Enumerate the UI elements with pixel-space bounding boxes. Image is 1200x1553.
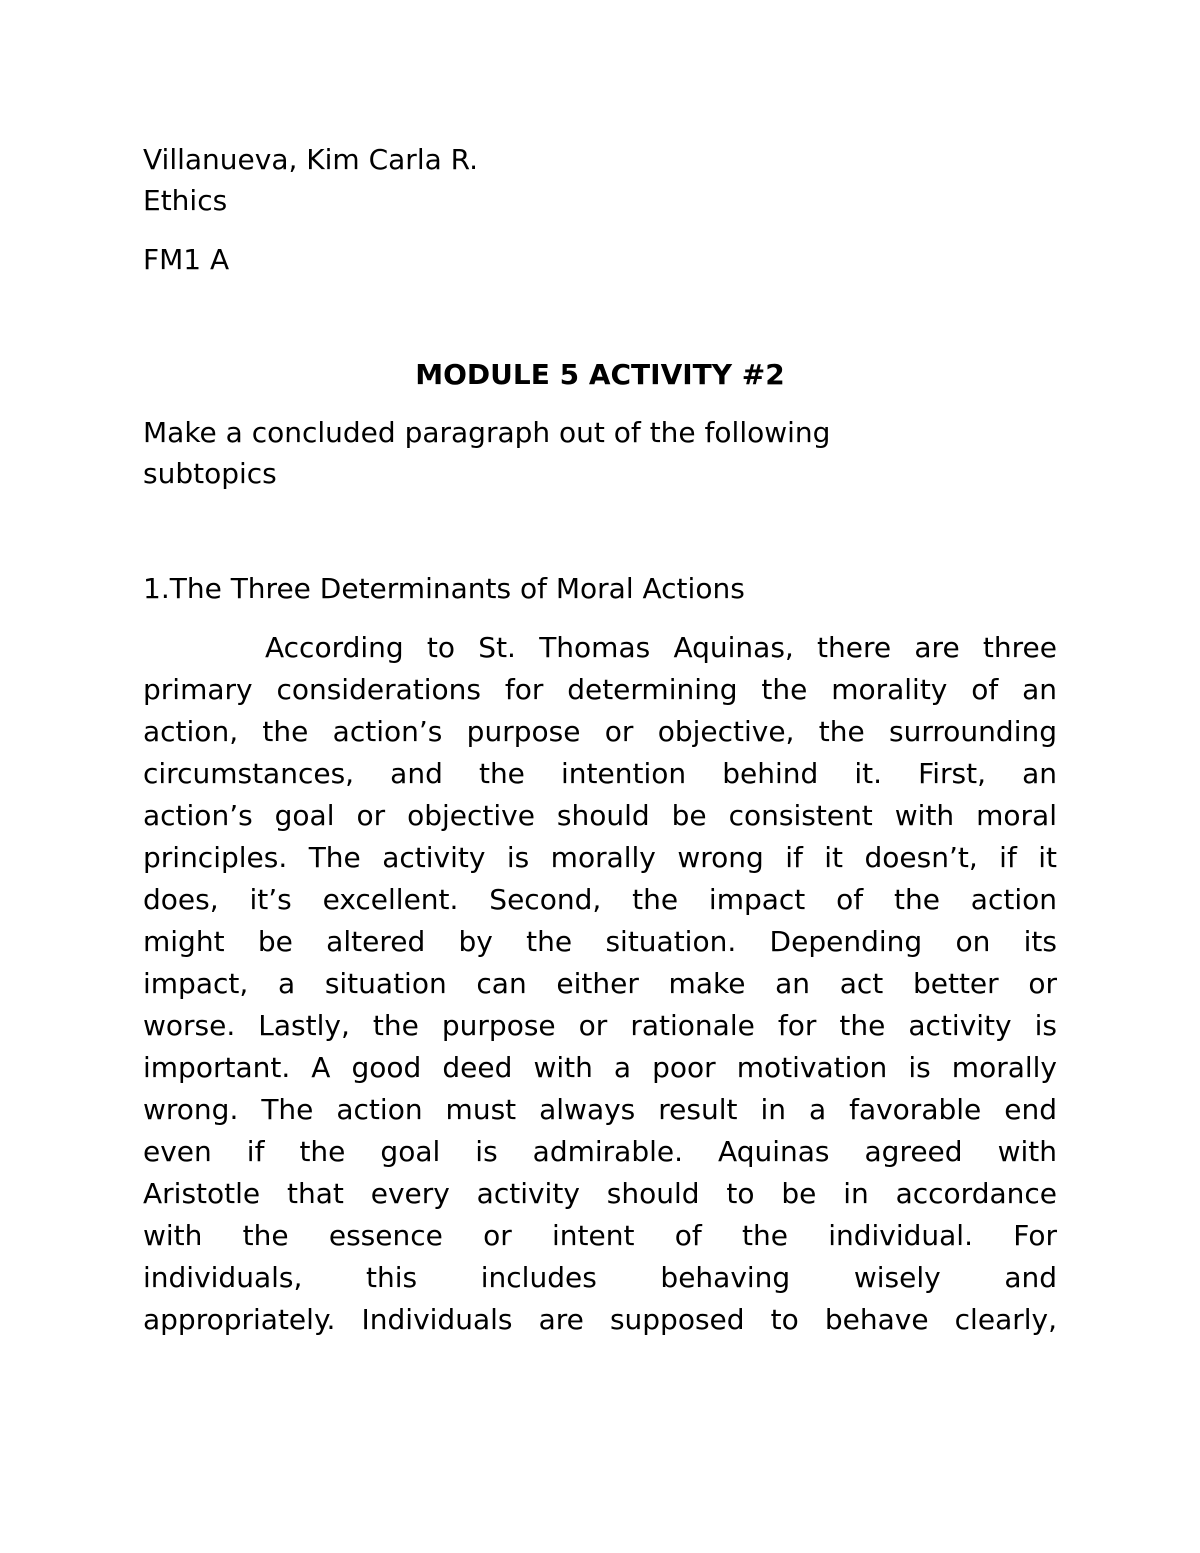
instructions-line-1: Make a concluded paragraph out of the following xyxy=(143,416,831,449)
student-name: Villanueva, Kim Carla R. xyxy=(143,143,479,176)
paragraph-line: does, it’s excellent. Second, the impact of the action xyxy=(143,883,1057,916)
paragraph-line: circumstances, and the intention behind it. First, an xyxy=(143,757,1057,790)
paragraph-line: primary considerations for determining the morality of an xyxy=(143,673,1057,706)
paragraph-line: action, the action’s purpose or objective, the surrounding xyxy=(143,715,1057,748)
paragraph-line: might be altered by the situation. Depending on its xyxy=(143,925,1057,958)
instructions-line-2: subtopics xyxy=(143,457,277,490)
section-label: FM1 A xyxy=(143,243,230,276)
page-title: MODULE 5 ACTIVITY #2 xyxy=(415,358,785,391)
paragraph-line: individuals, this includes behaving wisely and xyxy=(143,1261,1057,1294)
subtopic-heading: 1.The Three Determinants of Moral Actions xyxy=(143,572,745,605)
paragraph-line: wrong. The action must always result in a favorable end xyxy=(143,1093,1057,1126)
paragraph-line: principles. The activity is morally wrong if it doesn’t, if it xyxy=(143,841,1057,874)
subject-label: Ethics xyxy=(143,184,228,217)
paragraph-line: action’s goal or objective should be consistent with moral xyxy=(143,799,1057,832)
paragraph-line: worse. Lastly, the purpose or rationale for the activity is xyxy=(143,1009,1057,1042)
paragraph-line: appropriately. Individuals are supposed to behave clearly, xyxy=(143,1303,1057,1336)
paragraph-line: with the essence or intent of the individual. For xyxy=(143,1219,1057,1252)
paragraph-line: According to St. Thomas Aquinas, there are three xyxy=(265,631,1057,664)
paragraph-line: even if the goal is admirable. Aquinas agreed with xyxy=(143,1135,1057,1168)
paragraph-line: impact, a situation can either make an act better or xyxy=(143,967,1057,1000)
body-paragraph xyxy=(143,627,1057,1341)
paragraph-line: Aristotle that every activity should to be in accordance xyxy=(143,1177,1057,1210)
paragraph-line: important. A good deed with a poor motivation is morally xyxy=(143,1051,1057,1084)
